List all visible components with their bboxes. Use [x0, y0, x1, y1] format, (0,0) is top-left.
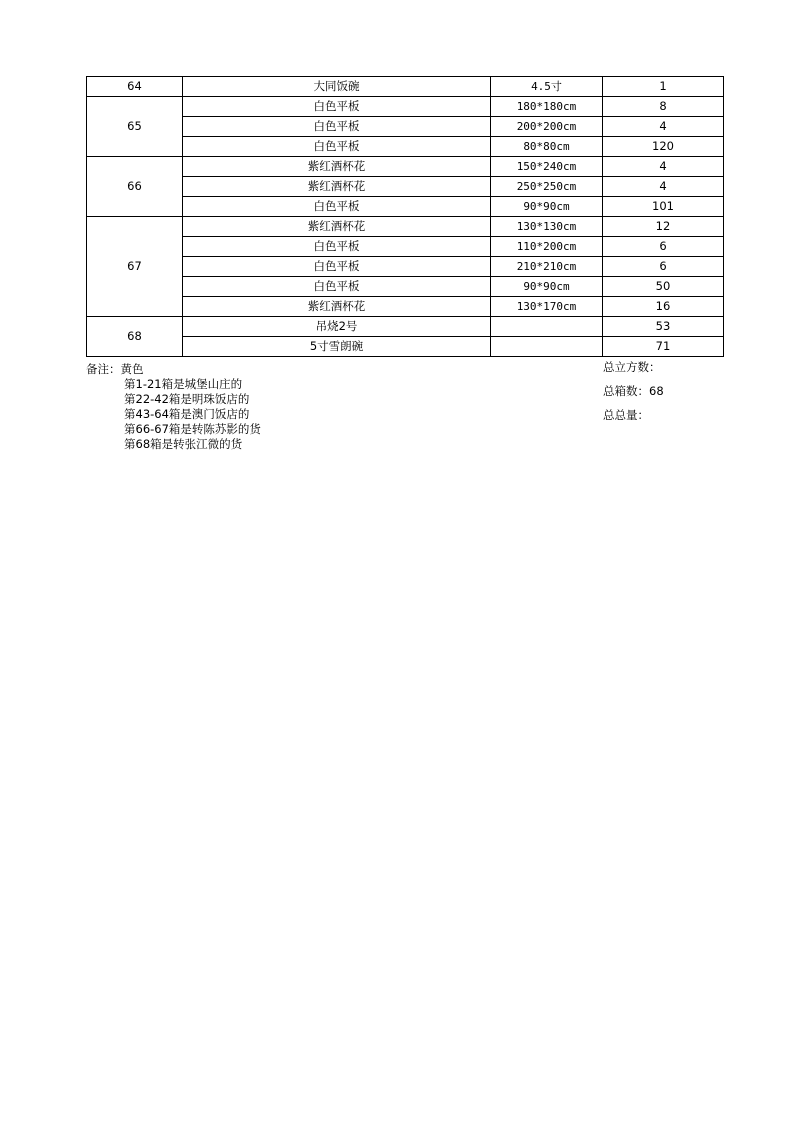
packing-table-body	[87, 77, 724, 357]
item-name-cell: 白色平板	[183, 137, 491, 157]
table-row	[87, 217, 724, 237]
item-name-cell: 白色平板	[183, 277, 491, 297]
item-qty-cell: 4	[603, 117, 724, 137]
box-number-cell: 64	[87, 77, 183, 97]
item-spec-cell: 150*240cm	[491, 157, 603, 177]
table-row	[87, 277, 724, 297]
item-spec-cell: 90*90cm	[491, 197, 603, 217]
remarks-block	[86, 362, 261, 452]
item-name-cell: 紫红酒杯花	[183, 217, 491, 237]
item-qty-cell: 53	[603, 317, 724, 337]
box-number-cell: 67	[87, 217, 183, 317]
item-name-cell: 紫红酒杯花	[183, 297, 491, 317]
item-qty-cell: 71	[603, 337, 724, 357]
item-qty-cell: 16	[603, 297, 724, 317]
item-qty-cell: 8	[603, 97, 724, 117]
item-qty-cell: 4	[603, 177, 724, 197]
item-spec-cell: 180*180cm	[491, 97, 603, 117]
item-name-cell: 吊烧2号	[183, 317, 491, 337]
remark-line: 第22-42箱是明珠饭店的	[124, 392, 250, 406]
item-name-cell: 白色平板	[183, 237, 491, 257]
box-number-cell: 65	[87, 97, 183, 157]
item-spec-cell: 200*200cm	[491, 117, 603, 137]
item-spec-cell: 80*80cm	[491, 137, 603, 157]
box-number-cell: 66	[87, 157, 183, 217]
item-spec-cell: 210*210cm	[491, 257, 603, 277]
total-volume-label: 总立方数：	[603, 360, 661, 374]
item-qty-cell: 12	[603, 217, 724, 237]
item-qty-cell: 50	[603, 277, 724, 297]
item-qty-cell: 1	[603, 77, 724, 97]
item-qty-cell: 6	[603, 257, 724, 277]
item-qty-cell: 101	[603, 197, 724, 217]
summary-block	[603, 359, 664, 431]
item-spec-cell: 130*170cm	[491, 297, 603, 317]
item-spec-cell: 250*250cm	[491, 177, 603, 197]
item-name-cell: 白色平板	[183, 117, 491, 137]
table-row	[87, 77, 724, 97]
packing-table	[86, 76, 724, 357]
table-row	[87, 237, 724, 257]
item-spec-cell: 4.5寸	[491, 77, 603, 97]
item-qty-cell: 120	[603, 137, 724, 157]
item-qty-cell: 4	[603, 157, 724, 177]
item-name-cell: 白色平板	[183, 197, 491, 217]
table-row	[87, 297, 724, 317]
item-spec-cell	[491, 337, 603, 357]
table-row	[87, 177, 724, 197]
table-row	[87, 137, 724, 157]
item-spec-cell: 130*130cm	[491, 217, 603, 237]
table-row	[87, 157, 724, 177]
total-weight-label: 总总量：	[603, 408, 649, 422]
item-name-cell: 白色平板	[183, 97, 491, 117]
table-row	[87, 337, 724, 357]
total-boxes-label: 总箱数：68	[603, 384, 664, 398]
item-spec-cell: 110*200cm	[491, 237, 603, 257]
item-spec-cell: 90*90cm	[491, 277, 603, 297]
table-row	[87, 117, 724, 137]
item-spec-cell	[491, 317, 603, 337]
table-row	[87, 97, 724, 117]
remark-line: 第43-64箱是澳门饭店的	[124, 407, 250, 421]
remarks-label: 备注：黄色	[86, 362, 144, 376]
table-row	[87, 317, 724, 337]
remark-line: 第66-67箱是转陈苏影的货	[124, 422, 261, 436]
table-row	[87, 197, 724, 217]
table-row	[87, 257, 724, 277]
item-name-cell: 大同饭碗	[183, 77, 491, 97]
item-qty-cell: 6	[603, 237, 724, 257]
item-name-cell: 紫红酒杯花	[183, 157, 491, 177]
item-name-cell: 5寸雪朗碗	[183, 337, 491, 357]
remark-line: 第1-21箱是城堡山庄的	[124, 377, 243, 391]
item-name-cell: 紫红酒杯花	[183, 177, 491, 197]
item-name-cell: 白色平板	[183, 257, 491, 277]
remark-line: 第68箱是转张江微的货	[124, 437, 243, 451]
box-number-cell: 68	[87, 317, 183, 357]
